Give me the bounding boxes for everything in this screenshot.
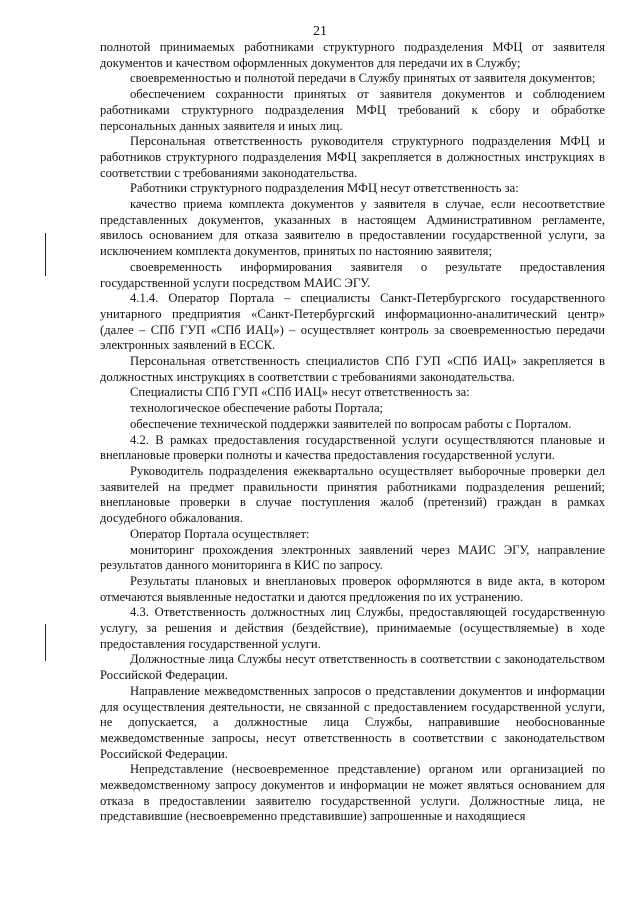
paragraph: технологическое обеспечение работы Портала; xyxy=(130,401,384,416)
paragraph: Персональная ответственность руководителя структурного подразделения МФЦ и работников структурного подразделения МФЦ закрепляется в должностных инструкциях в соответствии с требованиями законодательства. xyxy=(100,134,605,180)
margin-rule xyxy=(45,624,46,661)
paragraph: своевременность информирования заявителя о результате предоставления государственной услуги посредством МАИС ЭГУ. xyxy=(100,259,605,290)
paragraph: обеспечением сохранности принятых от заявителя документов и соблюдением работниками структурного подразделения МФЦ требований к сбору и обработке персональных данных заявителя и иных лиц. xyxy=(100,87,605,133)
paragraph: Персональная ответственность специалистов СПб ГУП «СПб ИАЦ» закрепляется в должностных инструкциях в соответствии с требованиями законодательства. xyxy=(100,354,605,384)
paragraph: 4.3. Ответственность должностных лиц Службы, предоставляющей государственную услугу, за решения и действия (бездействие), принимаемые (осуществляемые) в ходе предоставления государственной услуги. xyxy=(100,605,605,651)
paragraph: Специалисты СПб ГУП «СПб ИАЦ» несут ответственность за: xyxy=(130,385,470,400)
paragraph: 4.2. В рамках предоставления государственной услуги осуществляются плановые и внеплановые проверки полноты и качества предоставления государственной услуги. xyxy=(100,432,605,463)
paragraph: обеспечение технической поддержки заявителей по вопросам работы с Порталом. xyxy=(130,416,572,431)
paragraph: мониторинг прохождения электронных заявлений через МАИС ЭГУ, направление результатов данного мониторинга в КИС по запросу. xyxy=(100,542,605,573)
paragraph: Работники структурного подразделения МФЦ несут ответственность за: xyxy=(130,181,519,196)
paragraph: Руководитель подразделения ежеквартально осуществляет выборочные проверки дел заявителей на предмет правильности принятия работниками подразделения решений; внеплановые проверки в случае поступления жалоб (претензий) граждан в рамках досудебного обжалования. xyxy=(100,463,605,526)
paragraph: 4.1.4. Оператор Портала – специалисты Санкт-Петербургского государственного унитарного предприятия «Санкт-Петербургский информационно-аналитический центр» (далее – СПб ГУП «СПб ИАЦ») – осуществляет контроль за своевременностью передачи электронных заявлений в ЕССК. xyxy=(100,291,605,353)
document-body xyxy=(100,40,605,825)
margin-rule xyxy=(45,233,46,276)
paragraph: Направление межведомственных запросов о представлении документов и информации для осуществления деятельности, не связанной с предоставлением государственной услуги, не допускается, а должностные лица Службы, направившие необоснованные межведомственные запросы, несут ответственность в соответствии с законодательством Российской Федерации. xyxy=(100,683,605,761)
page-number: 21 xyxy=(313,24,327,39)
paragraph: качество приема комплекта документов у заявителя в случае, если несоответствие представленных документов, указанных в настоящем Административном регламенте, явилось основанием для отказа заявителю в предоставлении государственной услуги, за исключением комплекта документов, принятых по настоянию заявителя; xyxy=(100,197,605,259)
paragraph: Результаты плановых и внеплановых проверок оформляются в виде акта, в котором отмечаются выявленные недостатки и даются предложения по их устранению. xyxy=(100,573,605,604)
paragraph: Оператор Портала осуществляет: xyxy=(130,526,310,541)
paragraph: Непредставление (несвоевременное представление) органом или организацией по межведомственному запросу документов и информации не может являться основанием для отказа в предоставлении заявителю государственной услуги. Должностные лица, не представившие (несвоевременно представившие) запрошенные и находящиеся xyxy=(100,762,605,824)
paragraph: Должностные лица Службы несут ответственность в соответствии с законодательством Российской Федерации. xyxy=(100,652,605,683)
paragraph: своевременностью и полнотой передачи в Службу принятых от заявителя документов; xyxy=(130,71,596,86)
paragraph: полнотой принимаемых работниками структурного подразделения МФЦ от заявителя документов и качеством оформленных документов для передачи их в Службу; xyxy=(100,40,605,70)
